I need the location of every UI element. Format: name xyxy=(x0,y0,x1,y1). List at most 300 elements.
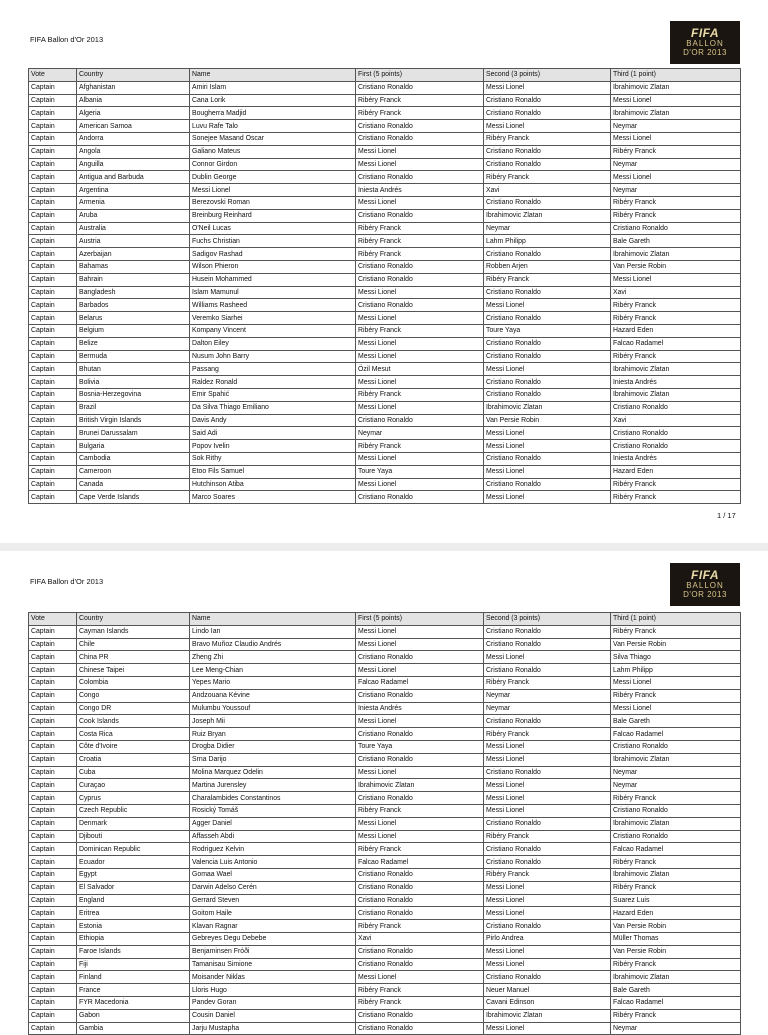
third-choice-cell: Cristiano Ronaldo xyxy=(611,440,741,453)
votes-table xyxy=(28,612,741,1035)
name-cell: Marco Soares xyxy=(190,491,356,504)
second-choice-cell: Messi Lionel xyxy=(484,427,611,440)
country-cell: Colombia xyxy=(77,676,190,689)
third-choice-cell: Ibrahimovic Zlatan xyxy=(611,971,741,984)
table-row xyxy=(29,920,741,933)
vote-cell: Captain xyxy=(29,145,77,158)
name-cell: Berezovski Roman xyxy=(190,196,356,209)
table-row xyxy=(29,184,741,197)
third-choice-cell: Ribéry Franck xyxy=(611,491,741,504)
country-cell: Bhutan xyxy=(77,363,190,376)
vote-cell: Captain xyxy=(29,81,77,94)
third-choice-cell: Neymar xyxy=(611,120,741,133)
vote-cell: Captain xyxy=(29,715,77,728)
table-row xyxy=(29,740,741,753)
second-choice-cell: Lahm Philipp xyxy=(484,235,611,248)
country-cell: France xyxy=(77,984,190,997)
vote-cell: Captain xyxy=(29,196,77,209)
second-choice-cell: Messi Lionel xyxy=(484,740,611,753)
table-row xyxy=(29,830,741,843)
name-cell: Lloris Hugo xyxy=(190,984,356,997)
table-header-row xyxy=(29,613,741,626)
vote-cell: Captain xyxy=(29,830,77,843)
table-row xyxy=(29,491,741,504)
country-cell: Austria xyxy=(77,235,190,248)
name-cell: Dublin George xyxy=(190,171,356,184)
country-cell: Cuba xyxy=(77,766,190,779)
vote-cell: Captain xyxy=(29,651,77,664)
table-header-row xyxy=(29,69,741,82)
name-cell: Veremko Siarhei xyxy=(190,312,356,325)
name-cell: Gerrard Steven xyxy=(190,894,356,907)
first-choice-cell: Ribéry Franck xyxy=(356,984,484,997)
table-row xyxy=(29,753,741,766)
logo-line-fifa: FIFA xyxy=(691,26,719,40)
vote-cell: Captain xyxy=(29,868,77,881)
name-cell: Molina Marquez Odelin xyxy=(190,766,356,779)
name-cell: Cana Lorik xyxy=(190,94,356,107)
vote-cell: Captain xyxy=(29,312,77,325)
name-cell: Goitom Haile xyxy=(190,907,356,920)
name-cell: Bravo Muñoz Claudio Andrés xyxy=(190,638,356,651)
name-cell: Pandev Goran xyxy=(190,996,356,1009)
vote-cell: Captain xyxy=(29,414,77,427)
first-choice-cell: Ribéry Franck xyxy=(356,94,484,107)
first-choice-cell: Cristiano Ronaldo xyxy=(356,120,484,133)
name-cell: Lee Meng-Chian xyxy=(190,664,356,677)
table-row xyxy=(29,209,741,222)
country-cell: Canada xyxy=(77,478,190,491)
first-choice-cell: Cristiano Ronaldo xyxy=(356,689,484,702)
first-choice-cell: Falcao Radamel xyxy=(356,856,484,869)
name-cell: Nusum John Barry xyxy=(190,350,356,363)
name-cell: Sok Rithy xyxy=(190,452,356,465)
second-choice-cell: Cristiano Ronaldo xyxy=(484,766,611,779)
table-row xyxy=(29,1009,741,1022)
page-separator xyxy=(0,543,768,551)
country-cell: Chinese Taipei xyxy=(77,664,190,677)
first-choice-cell: Cristiano Ronaldo xyxy=(356,132,484,145)
vote-cell: Captain xyxy=(29,804,77,817)
third-choice-cell: Ribéry Franck xyxy=(611,209,741,222)
country-cell: Croatia xyxy=(77,753,190,766)
table-row xyxy=(29,376,741,389)
first-choice-cell: Messi Lionel xyxy=(356,830,484,843)
country-cell: Antigua and Barbuda xyxy=(77,171,190,184)
name-cell: Gebreyes Degu Debebe xyxy=(190,932,356,945)
country-cell: Bahamas xyxy=(77,260,190,273)
second-choice-cell: Messi Lionel xyxy=(484,465,611,478)
table-row xyxy=(29,388,741,401)
second-choice-cell: Cristiano Ronaldo xyxy=(484,452,611,465)
first-choice-cell: Messi Lionel xyxy=(356,715,484,728)
second-choice-cell: Messi Lionel xyxy=(484,753,611,766)
first-choice-cell: Messi Lionel xyxy=(356,145,484,158)
table-row xyxy=(29,248,741,261)
third-choice-cell: Messi Lionel xyxy=(611,273,741,286)
third-choice-cell: Van Persie Robin xyxy=(611,260,741,273)
first-choice-cell: Iniesta Andrés xyxy=(356,702,484,715)
third-choice-cell: Hazard Eden xyxy=(611,465,741,478)
second-choice-cell: Ribéry Franck xyxy=(484,273,611,286)
name-cell: Drogba Didier xyxy=(190,740,356,753)
first-choice-cell: Messi Lionel xyxy=(356,452,484,465)
third-choice-cell: Messi Lionel xyxy=(611,676,741,689)
country-cell: Brazil xyxy=(77,401,190,414)
first-choice-cell: Messi Lionel xyxy=(356,971,484,984)
third-choice-cell: Suarez Luis xyxy=(611,894,741,907)
first-choice-cell: Cristiano Ronaldo xyxy=(356,728,484,741)
name-cell: Bougherra Madjid xyxy=(190,107,356,120)
vote-cell: Captain xyxy=(29,427,77,440)
third-choice-cell: Falcao Radamel xyxy=(611,337,741,350)
country-cell: Estonia xyxy=(77,920,190,933)
third-choice-cell: Hazard Eden xyxy=(611,324,741,337)
third-choice-cell: Ribéry Franck xyxy=(611,196,741,209)
header-second: Second (3 points) xyxy=(484,613,611,626)
second-choice-cell: Cavani Edinson xyxy=(484,996,611,1009)
third-choice-cell: Lahm Philipp xyxy=(611,664,741,677)
name-cell: Husein Mohammed xyxy=(190,273,356,286)
third-choice-cell: Ribéry Franck xyxy=(611,881,741,894)
vote-cell: Captain xyxy=(29,491,77,504)
second-choice-cell: Cristiano Ronaldo xyxy=(484,107,611,120)
name-cell: Sonejee Masand Oscar xyxy=(190,132,356,145)
table-row xyxy=(29,120,741,133)
country-cell: Gabon xyxy=(77,1009,190,1022)
vote-cell: Captain xyxy=(29,171,77,184)
table-row xyxy=(29,651,741,664)
second-choice-cell: Messi Lionel xyxy=(484,81,611,94)
first-choice-cell: Cristiano Ronaldo xyxy=(356,491,484,504)
second-choice-cell: Messi Lionel xyxy=(484,804,611,817)
name-cell: Darwin Adelso Cerén xyxy=(190,881,356,894)
country-cell: Andorra xyxy=(77,132,190,145)
table-row xyxy=(29,689,741,702)
table-row xyxy=(29,337,741,350)
country-cell: Ecuador xyxy=(77,856,190,869)
document-title: FIFA Ballon d'Or 2013 xyxy=(30,577,104,586)
vote-cell: Captain xyxy=(29,817,77,830)
name-cell: Benjaminsen Fróði xyxy=(190,945,356,958)
first-choice-cell: Messi Lionel xyxy=(356,312,484,325)
third-choice-cell: Falcao Radamel xyxy=(611,728,741,741)
name-cell: Jarju Mustapha xyxy=(190,1022,356,1035)
third-choice-cell: Müller Thomas xyxy=(611,932,741,945)
country-cell: Curaçao xyxy=(77,779,190,792)
third-choice-cell: Ribéry Franck xyxy=(611,350,741,363)
country-cell: Azerbaijan xyxy=(77,248,190,261)
second-choice-cell: Cristiano Ronaldo xyxy=(484,248,611,261)
vote-cell: Captain xyxy=(29,376,77,389)
second-choice-cell: Cristiano Ronaldo xyxy=(484,145,611,158)
first-choice-cell: Messi Lionel xyxy=(356,158,484,171)
second-choice-cell: Messi Lionel xyxy=(484,491,611,504)
table-row xyxy=(29,907,741,920)
first-choice-cell: Cristiano Ronaldo xyxy=(356,171,484,184)
vote-cell: Captain xyxy=(29,440,77,453)
country-cell: Cape Verde Islands xyxy=(77,491,190,504)
name-cell: Da Silva Thiago Emiliano xyxy=(190,401,356,414)
third-choice-cell: Ribéry Franck xyxy=(611,792,741,805)
country-cell: Cambodia xyxy=(77,452,190,465)
second-choice-cell: Cristiano Ronaldo xyxy=(484,350,611,363)
first-choice-cell: Messi Lionel xyxy=(356,766,484,779)
third-choice-cell: Hazard Eden xyxy=(611,907,741,920)
first-choice-cell: Xavi xyxy=(356,932,484,945)
second-choice-cell: Cristiano Ronaldo xyxy=(484,94,611,107)
name-cell: Cousin Daniel xyxy=(190,1009,356,1022)
third-choice-cell: Ribéry Franck xyxy=(611,299,741,312)
third-choice-cell: Ibrahimovic Zlatan xyxy=(611,388,741,401)
table-row xyxy=(29,145,741,158)
vote-cell: Captain xyxy=(29,94,77,107)
country-cell: China PR xyxy=(77,651,190,664)
country-cell: Czech Republic xyxy=(77,804,190,817)
name-cell: Amiri Islam xyxy=(190,81,356,94)
table-row xyxy=(29,945,741,958)
third-choice-cell: Messi Lionel xyxy=(611,171,741,184)
first-choice-cell: Messi Lionel xyxy=(356,337,484,350)
first-choice-cell: Messi Lionel xyxy=(356,625,484,638)
first-choice-cell: Toure Yaya xyxy=(356,465,484,478)
country-cell: Bermuda xyxy=(77,350,190,363)
second-choice-cell: Cristiano Ronaldo xyxy=(484,920,611,933)
third-choice-cell: Ribéry Franck xyxy=(611,145,741,158)
first-choice-cell: Ribéry Franck xyxy=(356,996,484,1009)
name-cell: Martina Jurensley xyxy=(190,779,356,792)
table-row xyxy=(29,676,741,689)
table-row xyxy=(29,286,741,299)
vote-cell: Captain xyxy=(29,766,77,779)
third-choice-cell: Neymar xyxy=(611,766,741,779)
country-cell: El Salvador xyxy=(77,881,190,894)
table-row xyxy=(29,452,741,465)
first-choice-cell: Cristiano Ronaldo xyxy=(356,792,484,805)
country-cell: Gambia xyxy=(77,1022,190,1035)
country-cell: Faroe Islands xyxy=(77,945,190,958)
country-cell: Aruba xyxy=(77,209,190,222)
third-choice-cell: Ibrahimovic Zlatan xyxy=(611,868,741,881)
third-choice-cell: Xavi xyxy=(611,286,741,299)
second-choice-cell: Cristiano Ronaldo xyxy=(484,388,611,401)
second-choice-cell: Cristiano Ronaldo xyxy=(484,158,611,171)
table-row xyxy=(29,843,741,856)
table-row xyxy=(29,363,741,376)
second-choice-cell: Messi Lionel xyxy=(484,945,611,958)
country-cell: Congo xyxy=(77,689,190,702)
table-row xyxy=(29,260,741,273)
ballon-dor-logo xyxy=(670,21,740,64)
third-choice-cell: Ribéry Franck xyxy=(611,958,741,971)
name-cell: Popov Ivelin xyxy=(190,440,356,453)
country-cell: Côte d'Ivoire xyxy=(77,740,190,753)
table-row xyxy=(29,779,741,792)
first-choice-cell: Ribéry Franck xyxy=(356,222,484,235)
table-row xyxy=(29,932,741,945)
name-cell: Wilson Phieron xyxy=(190,260,356,273)
second-choice-cell: Messi Lionel xyxy=(484,792,611,805)
table-row xyxy=(29,350,741,363)
second-choice-cell: Messi Lionel xyxy=(484,363,611,376)
name-cell: Emir Spahić xyxy=(190,388,356,401)
table-row xyxy=(29,299,741,312)
table-row xyxy=(29,856,741,869)
vote-cell: Captain xyxy=(29,1022,77,1035)
table-row xyxy=(29,638,741,651)
table-row xyxy=(29,971,741,984)
header-name: Name xyxy=(190,613,356,626)
vote-cell: Captain xyxy=(29,779,77,792)
third-choice-cell: Ribéry Franck xyxy=(611,689,741,702)
name-cell: Gomaa Wael xyxy=(190,868,356,881)
country-cell: Armenia xyxy=(77,196,190,209)
vote-cell: Captain xyxy=(29,222,77,235)
third-choice-cell: Silva Thiago xyxy=(611,651,741,664)
table-row xyxy=(29,478,741,491)
vote-cell: Captain xyxy=(29,932,77,945)
vote-cell: Captain xyxy=(29,945,77,958)
table-row xyxy=(29,894,741,907)
first-choice-cell: Cristiano Ronaldo xyxy=(356,753,484,766)
table-row xyxy=(29,868,741,881)
header-name: Name xyxy=(190,69,356,82)
third-choice-cell: Messi Lionel xyxy=(611,94,741,107)
name-cell: Mulumbu Youssouf xyxy=(190,702,356,715)
country-cell: England xyxy=(77,894,190,907)
header-country: Country xyxy=(77,613,190,626)
vote-cell: Captain xyxy=(29,452,77,465)
second-choice-cell: Cristiano Ronaldo xyxy=(484,625,611,638)
table-row xyxy=(29,881,741,894)
second-choice-cell: Cristiano Ronaldo xyxy=(484,286,611,299)
vote-cell: Captain xyxy=(29,132,77,145)
vote-cell: Captain xyxy=(29,324,77,337)
name-cell: Affasseh Abdi xyxy=(190,830,356,843)
first-choice-cell: Messi Lionel xyxy=(356,478,484,491)
table-row xyxy=(29,414,741,427)
first-choice-cell: Cristiano Ronaldo xyxy=(356,881,484,894)
second-choice-cell: Ribéry Franck xyxy=(484,132,611,145)
vote-cell: Captain xyxy=(29,350,77,363)
vote-cell: Captain xyxy=(29,286,77,299)
second-choice-cell: Messi Lionel xyxy=(484,651,611,664)
table-row xyxy=(29,958,741,971)
vote-cell: Captain xyxy=(29,728,77,741)
second-choice-cell: Cristiano Ronaldo xyxy=(484,843,611,856)
first-choice-cell: Ribéry Franck xyxy=(356,235,484,248)
country-cell: Cayman Islands xyxy=(77,625,190,638)
vote-cell: Captain xyxy=(29,478,77,491)
name-cell: Yepes Mario xyxy=(190,676,356,689)
name-cell: Islam Mamunul xyxy=(190,286,356,299)
vote-cell: Captain xyxy=(29,920,77,933)
third-choice-cell: Ribéry Franck xyxy=(611,856,741,869)
header-third: Third (1 point) xyxy=(611,69,741,82)
third-choice-cell: Cristiano Ronaldo xyxy=(611,804,741,817)
country-cell: Djibouti xyxy=(77,830,190,843)
third-choice-cell: Bale Gareth xyxy=(611,235,741,248)
second-choice-cell: Cristiano Ronaldo xyxy=(484,971,611,984)
table-row xyxy=(29,427,741,440)
vote-cell: Captain xyxy=(29,740,77,753)
country-cell: Belarus xyxy=(77,312,190,325)
third-choice-cell: Cristiano Ronaldo xyxy=(611,830,741,843)
name-cell: Said Adi xyxy=(190,427,356,440)
name-cell: Etoo Fils Samuel xyxy=(190,465,356,478)
third-choice-cell: Van Persie Robin xyxy=(611,638,741,651)
country-cell: Belgium xyxy=(77,324,190,337)
name-cell: Messi Lionel xyxy=(190,184,356,197)
vote-cell: Captain xyxy=(29,689,77,702)
country-cell: Belize xyxy=(77,337,190,350)
second-choice-cell: Ribéry Franck xyxy=(484,171,611,184)
third-choice-cell: Ibrahimovic Zlatan xyxy=(611,363,741,376)
vote-cell: Captain xyxy=(29,753,77,766)
table-row xyxy=(29,273,741,286)
name-cell: Joseph Mii xyxy=(190,715,356,728)
second-choice-cell: Ribéry Franck xyxy=(484,676,611,689)
name-cell: Zheng Zhi xyxy=(190,651,356,664)
second-choice-cell: Cristiano Ronaldo xyxy=(484,312,611,325)
third-choice-cell: Messi Lionel xyxy=(611,702,741,715)
table-row xyxy=(29,625,741,638)
header-country: Country xyxy=(77,69,190,82)
country-cell: British Virgin Islands xyxy=(77,414,190,427)
first-choice-cell: Özil Mesut xyxy=(356,363,484,376)
third-choice-cell: Falcao Radamel xyxy=(611,843,741,856)
vote-cell: Captain xyxy=(29,894,77,907)
first-choice-cell: Ribéry Franck xyxy=(356,324,484,337)
second-choice-cell: Messi Lionel xyxy=(484,958,611,971)
table-row xyxy=(29,996,741,1009)
first-choice-cell: Ribéry Franck xyxy=(356,843,484,856)
name-cell: Ruiz Bryan xyxy=(190,728,356,741)
table-row xyxy=(29,171,741,184)
third-choice-cell: Ribéry Franck xyxy=(611,1009,741,1022)
logo-line-dor: D'OR 2013 xyxy=(683,48,727,57)
second-choice-cell: Xavi xyxy=(484,184,611,197)
second-choice-cell: Neymar xyxy=(484,222,611,235)
vote-cell: Captain xyxy=(29,107,77,120)
name-cell: Srna Darijo xyxy=(190,753,356,766)
name-cell: Rodriguez Kelvin xyxy=(190,843,356,856)
table-row xyxy=(29,222,741,235)
first-choice-cell: Cristiano Ronaldo xyxy=(356,958,484,971)
table-row xyxy=(29,401,741,414)
first-choice-cell: Cristiano Ronaldo xyxy=(356,299,484,312)
country-cell: Denmark xyxy=(77,817,190,830)
second-choice-cell: Ibrahimovic Zlatan xyxy=(484,401,611,414)
third-choice-cell: Ibrahimovic Zlatan xyxy=(611,753,741,766)
third-choice-cell: Ibrahimovic Zlatan xyxy=(611,248,741,261)
third-choice-cell: Neymar xyxy=(611,779,741,792)
name-cell: Kompany Vincent xyxy=(190,324,356,337)
ballon-dor-logo xyxy=(670,563,740,606)
vote-cell: Captain xyxy=(29,465,77,478)
name-cell: Galiano Mateus xyxy=(190,145,356,158)
table-row xyxy=(29,235,741,248)
vote-cell: Captain xyxy=(29,907,77,920)
table-row xyxy=(29,196,741,209)
second-choice-cell: Toure Yaya xyxy=(484,324,611,337)
name-cell: Tamanisau Simione xyxy=(190,958,356,971)
name-cell: Charalambides Constantinos xyxy=(190,792,356,805)
first-choice-cell: Ribéry Franck xyxy=(356,388,484,401)
second-choice-cell: Ibrahimovic Zlatan xyxy=(484,209,611,222)
country-cell: Egypt xyxy=(77,868,190,881)
third-choice-cell: Iniesta Andrés xyxy=(611,452,741,465)
